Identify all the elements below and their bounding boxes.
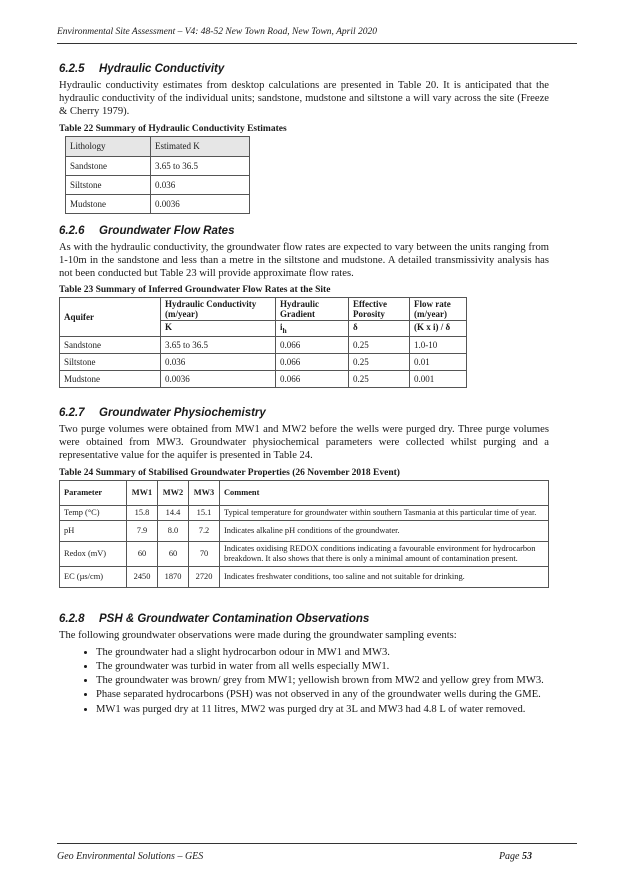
section-heading-628: [59, 612, 549, 626]
table-cell: 7.9: [127, 520, 158, 541]
paragraph-628: The following groundwater observations were made during the groundwater sampling events:: [59, 629, 457, 641]
table-22-caption: Table 22 Summary of Hydraulic Conductivity Estimates: [59, 123, 287, 134]
table-cell: 3.65 to 36.5: [151, 156, 250, 175]
table-cell: Indicates oxidising REDOX conditions indicating a favourable environment for hydrocarbon breakdown. It also shows that there is only a minimal amount of contamination present.: [220, 541, 549, 566]
table-header-cell: Hydraulic Conductivity (m/year): [161, 298, 276, 321]
table-cell: Typical temperature for groundwater within southern Tasmania at this particular time of year.: [220, 505, 549, 520]
table-cell: 2450: [127, 566, 158, 587]
table-row: [60, 371, 467, 388]
table-cell: 0.0036: [161, 371, 276, 388]
table-header-row: [66, 136, 250, 156]
table-cell: 1.0-10: [410, 337, 467, 354]
table-row: [66, 175, 250, 194]
table-cell: Siltstone: [66, 175, 151, 194]
table-header-cell: (K x i) / δ: [410, 321, 467, 337]
table-header-cell: Hydraulic Gradient: [276, 298, 349, 321]
table-cell: Mudstone: [60, 371, 161, 388]
table-header-cell: Parameter: [60, 480, 127, 505]
table-cell: 0.0036: [151, 194, 250, 213]
table-24-caption: Table 24 Summary of Stabilised Groundwater Properties (26 November 2018 Event): [59, 467, 400, 478]
table-cell: Siltstone: [60, 354, 161, 371]
table-row: [60, 541, 549, 566]
table-header-cell: Flow rate (m/year): [410, 298, 467, 321]
table-row: [60, 520, 549, 541]
footer-rule: [57, 843, 577, 844]
section-number: 6.2.8: [59, 612, 85, 625]
page-body: [59, 62, 549, 717]
section-number: 6.2.6: [59, 224, 85, 237]
page-label: Page: [498, 851, 520, 862]
table-cell: 60: [158, 541, 189, 566]
list-item: • The groundwater had a slight hydrocarbon odour in MW1 and MW3.: [96, 646, 549, 659]
table-cell: Sandstone: [60, 337, 161, 354]
table-23: [59, 297, 467, 388]
table-cell: 0.036: [151, 175, 250, 194]
table-header-cell: MW1: [127, 480, 158, 505]
table-row: [60, 337, 467, 354]
table-cell: 0.01: [410, 354, 467, 371]
section-title: Groundwater Physiochemistry: [99, 407, 266, 420]
symbol: i: [280, 322, 283, 333]
table-cell: 15.8: [127, 505, 158, 520]
table-cell: 0.25: [349, 354, 410, 371]
footer-page-number: [499, 851, 532, 862]
table-cell: Sandstone: [66, 156, 151, 175]
table-cell: Temp (°C): [60, 505, 127, 520]
table-cell: 0.036: [161, 354, 276, 371]
table-cell: Indicates freshwater conditions, too saline and not suitable for drinking.: [220, 566, 549, 587]
table-cell: 8.0: [158, 520, 189, 541]
table-cell: 0.25: [349, 371, 410, 388]
table-header-row: [60, 480, 549, 505]
table-22: [65, 136, 250, 214]
table-cell: 1870: [158, 566, 189, 587]
section-heading-627: [59, 406, 549, 420]
table-header-cell: MW3: [189, 480, 220, 505]
footer-company: Geo Environmental Solutions – GES: [57, 851, 204, 862]
table-header-cell: Estimated K: [151, 136, 250, 156]
table-cell: 0.066: [276, 371, 349, 388]
table-cell: pH: [60, 520, 127, 541]
table-24: [59, 480, 549, 588]
table-row: [66, 156, 250, 175]
subscript: h: [282, 326, 287, 336]
section-title: Hydraulic Conductivity: [99, 63, 225, 75]
table-cell: 0.066: [276, 354, 349, 371]
section-title: Groundwater Flow Rates: [99, 224, 235, 237]
table-row: [60, 505, 549, 520]
table-header-cell: [276, 321, 349, 337]
table-cell: 70: [189, 541, 220, 566]
table-header-cell: Aquifer: [60, 298, 161, 337]
table-cell: Redox (mV): [60, 541, 127, 566]
section-heading-626: [59, 224, 549, 238]
table-header-row: [60, 298, 467, 321]
section-title: PSH & Groundwater Contamination Observations: [99, 612, 370, 625]
table-header-cell: Comment: [220, 480, 549, 505]
table-row: [60, 566, 549, 587]
section-heading-625: [59, 62, 549, 76]
observation-list: [59, 646, 549, 716]
table-row: [60, 354, 467, 371]
page-num: 53: [522, 851, 532, 862]
paragraph-625: Hydraulic conductivity estimates from desktop calculations are presented in Table 20. It is anticipated that the hydraulic conductivity of the individual units; sandstone, mudstone and siltstone a will vary across the site (Freeze & Cherry 1979).: [59, 80, 549, 118]
table-header-cell: δ: [349, 321, 410, 337]
table-header-cell: K: [161, 321, 276, 337]
paragraph-627: Two purge volumes were obtained from MW1 and MW2 before the wells were purged dry. Three purge volumes were obtained from MW3. Groundwater physiochemical parameters were collected whilst purging and a representative value for the aquifer is presented in Table 24.: [59, 424, 549, 462]
paragraph-626: As with the hydraulic conductivity, the groundwater flow rates are expected to vary between the units ranging from 1-10m in the sandstone and less than a metre in the siltstone and mudstone. A detailed transmissivity analysis has not been conducted but Table 23 will provide approximate flow rates.: [59, 241, 549, 280]
table-cell: Indicates alkaline pH conditions of the groundwater.: [220, 520, 549, 541]
table-header-cell: Lithology: [66, 136, 151, 156]
table-cell: EC (µs/cm): [60, 566, 127, 587]
table-cell: 0.001: [410, 371, 467, 388]
table-header-cell: Effective Porosity: [349, 298, 410, 321]
list-item: • The groundwater was turbid in water from all wells especially MW1.: [96, 660, 549, 673]
section-number: 6.2.7: [59, 407, 85, 420]
list-item: • MW1 was purged dry at 11 litres, MW2 was purged dry at 3L and MW3 had 4.8 L of water removed.: [96, 703, 549, 716]
header-rule: [57, 43, 577, 44]
table-cell: 3.65 to 36.5: [161, 337, 276, 354]
table-cell: 0.066: [276, 337, 349, 354]
running-header: Environmental Site Assessment – V4: 48-52 New Town Road, New Town, April 2020: [57, 27, 378, 37]
table-cell: 2720: [189, 566, 220, 587]
table-cell: 14.4: [158, 505, 189, 520]
table-row: [66, 194, 250, 213]
table-cell: 15.1: [189, 505, 220, 520]
table-cell: 60: [127, 541, 158, 566]
table-header-cell: MW2: [158, 480, 189, 505]
list-item: • Phase separated hydrocarbons (PSH) was not observed in any of the groundwater wells during the GME.: [96, 688, 549, 701]
list-item: • The groundwater was brown/ grey from MW1; yellowish brown from MW2 and yellow grey from MW3.: [96, 674, 549, 687]
table-23-caption: Table 23 Summary of Inferred Groundwater Flow Rates at the Site: [59, 285, 331, 296]
table-cell: 7.2: [189, 520, 220, 541]
table-cell: 0.25: [349, 337, 410, 354]
section-number: 6.2.5: [59, 63, 85, 75]
table-cell: Mudstone: [66, 194, 151, 213]
